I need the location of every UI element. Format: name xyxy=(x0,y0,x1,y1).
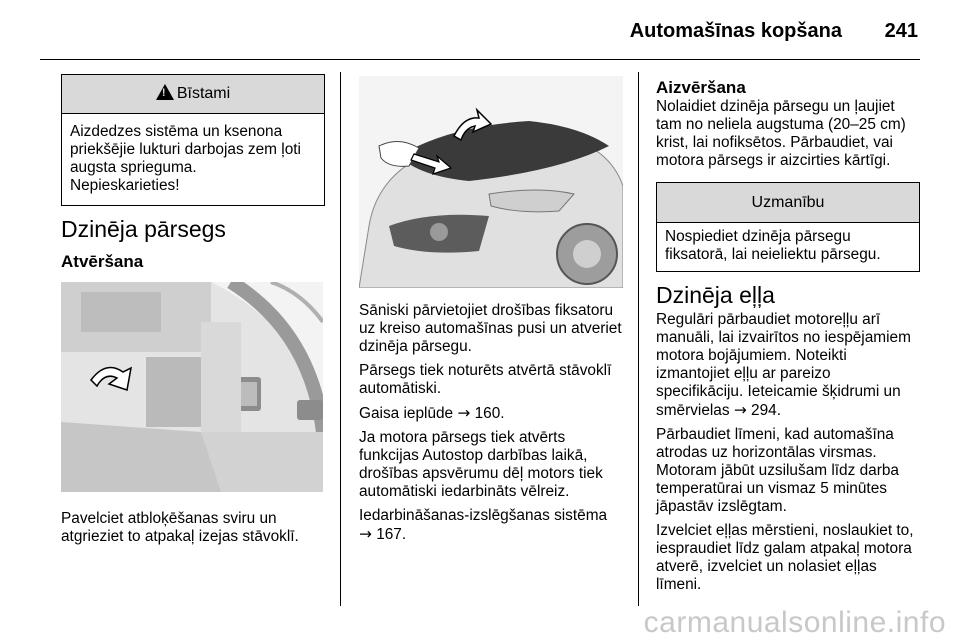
warning-title: Bīstami xyxy=(176,85,231,102)
hood-close-section xyxy=(656,78,922,170)
warning-text: Aizdedzes sistēma un ksenona priekšējie lukturi darbojas zem ļoti augsta sprieguma. xyxy=(70,123,301,176)
hood-open-illustration xyxy=(359,76,623,288)
release-lever-illustration xyxy=(61,282,323,492)
fluids-ref[interactable]: 294. xyxy=(751,402,781,419)
page-ref-icon: → xyxy=(733,401,747,419)
air-intake-label: Gaisa ieplūde xyxy=(359,405,454,422)
oil-paragraph-1-text: Regulāri pārbaudiet motoreļļu arī manuāli, lai izvairītos no iespējamiem motora bojājumiem. Noteikti izmantojiet eļļu ar pareizo specifikāciju. Ieteicamie šķidrumi un smērvielas xyxy=(656,311,911,419)
hood-open-heading: Atvēršana xyxy=(61,252,144,271)
warning-triangle-icon xyxy=(156,84,174,100)
hood-open-text xyxy=(359,302,627,550)
watermark: carmanualsonline.info xyxy=(643,606,946,639)
caution-text: Nospiediet dzinēja pārsegu fiksatorā, lai neieliektu pārsegu. xyxy=(665,228,881,263)
warning-box xyxy=(61,74,325,206)
oil-paragraph-3: Izvelciet eļļas mērstieni, noslaukiet to, iespraudiet līdz galam atpakaļ motora atverē, izvelciet un nolasiet eļļas līmeni. xyxy=(656,522,914,593)
page-ref-icon: → xyxy=(457,404,471,422)
page-number: 241 xyxy=(884,20,918,42)
engine-oil-heading: Dzinēja eļļa xyxy=(656,282,775,308)
hood-close-text: Nolaidiet dzinēja pārsegu un ļaujiet tam no neliela augstuma (20–25 cm) krist, lai nofiksētos. Pārbaudiet, vai motora pārsegs ir aizcirties kārtīgi. xyxy=(656,98,906,169)
header-divider xyxy=(40,59,920,60)
oil-paragraph-2: Pārbaudiet līmeni, kad automašīna atrodas uz horizontālas virsmas. Motoram jābūt uzsilušam līdz darba temperatūrai un vismaz 5 minūtes jāpastāv izslēgtam. xyxy=(656,426,899,515)
warning-header xyxy=(62,75,324,114)
hood-paragraph-5 xyxy=(359,507,627,544)
section-title: Automašīnas kopšana xyxy=(629,20,842,42)
hood-close-heading: Aizvēršana xyxy=(656,78,746,97)
caution-title: Uzmanību xyxy=(657,183,919,223)
hood-paragraph-2: Pārsegs tiek noturēts atvērtā stāvoklī automātiski. xyxy=(359,362,612,397)
warning-text-2: Nepieskarieties! xyxy=(70,177,180,194)
hood-paragraph-4: Ja motora pārsegs tiek atvērts funkcijas Autostop darbības laikā, drošības apsvērumu dēļ motors tiek automātiski iedarbināts vēlreiz. xyxy=(359,429,603,500)
hood-heading: Dzinēja pārsegs xyxy=(61,216,226,242)
page-ref-icon: → xyxy=(359,525,372,543)
start-stop-ref[interactable]: 167. xyxy=(376,526,407,543)
warning-body xyxy=(62,114,324,195)
page-header xyxy=(0,0,960,60)
hood-paragraph-1: Sāniski pārvietojiet drošības fiksatoru uz kreiso automašīnas pusi un atveriet dzinēja pārsegu. xyxy=(359,302,622,355)
air-intake-ref[interactable]: 160. xyxy=(474,405,505,422)
hood-paragraph-3 xyxy=(359,404,627,423)
caution-box xyxy=(656,182,920,272)
start-stop-label: Iedarbināšanas-izslēgšanas sistēma xyxy=(359,507,608,524)
oil-paragraph-1 xyxy=(656,311,922,420)
column-divider-1 xyxy=(340,72,341,606)
lever-caption: Pavelciet atbloķēšanas sviru un atgrieziet to atpakaļ izejas stāvoklī. xyxy=(61,510,299,545)
engine-oil-section xyxy=(656,282,922,600)
column-divider-2 xyxy=(638,72,639,606)
